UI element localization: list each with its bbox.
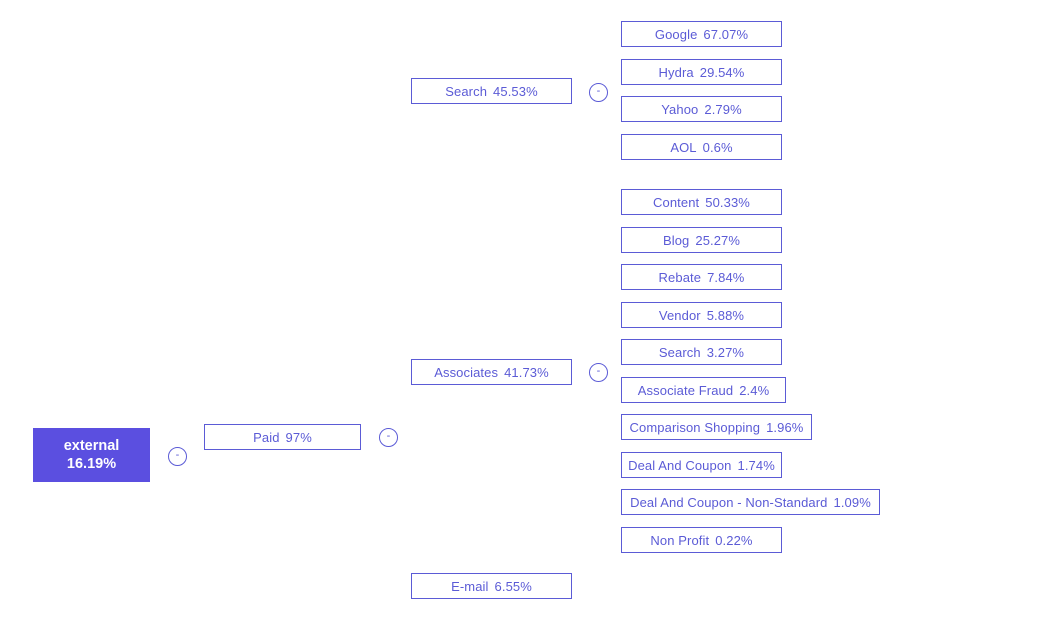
node-label: Deal And Coupon xyxy=(628,457,732,473)
associates-child-node-5[interactable] xyxy=(621,377,786,403)
collapse-icon: - xyxy=(386,430,391,442)
node-value: 6.55% xyxy=(494,578,532,594)
node-label: Google xyxy=(654,26,698,42)
associates-child-node-9[interactable] xyxy=(621,527,782,553)
level1-node-0-toggle[interactable] xyxy=(379,428,398,447)
node-value: 0.6% xyxy=(702,139,733,155)
node-value: 97% xyxy=(285,429,312,445)
level1-node-0[interactable] xyxy=(204,424,361,450)
node-label: Deal And Coupon - Non-Standard xyxy=(630,494,828,510)
associates-child-node-3[interactable] xyxy=(621,302,782,328)
search-child-node-1[interactable] xyxy=(621,59,782,85)
collapse-icon: - xyxy=(596,365,601,377)
search-child-node-3[interactable] xyxy=(621,134,782,160)
node-label: Paid xyxy=(253,429,280,445)
node-value: 1.74% xyxy=(737,457,775,473)
associates-child-node-0[interactable] xyxy=(621,189,782,215)
root-label: external xyxy=(63,437,120,454)
node-label: Rebate xyxy=(658,269,702,285)
associates-child-node-2[interactable] xyxy=(621,264,782,290)
associates-child-node-1[interactable] xyxy=(621,227,782,253)
level2-node-0-toggle[interactable] xyxy=(589,83,608,102)
node-label: Yahoo xyxy=(661,101,699,117)
node-value: 7.84% xyxy=(707,269,745,285)
node-label: Associate Fraud xyxy=(637,382,734,398)
node-label: Blog xyxy=(662,232,690,248)
node-label: Vendor xyxy=(658,307,701,323)
level1-node-1[interactable] xyxy=(411,573,572,599)
node-value: 2.4% xyxy=(739,382,770,398)
search-child-node-0[interactable] xyxy=(621,21,782,47)
associates-child-node-8[interactable] xyxy=(621,489,880,515)
node-label: Search xyxy=(658,344,701,360)
node-value: 41.73% xyxy=(504,364,549,380)
node-label: AOL xyxy=(670,139,697,155)
root-node[interactable] xyxy=(33,428,150,482)
node-label: Search xyxy=(445,83,488,99)
associates-child-node-7[interactable] xyxy=(621,452,782,478)
node-value: 0.22% xyxy=(715,532,753,548)
node-label: Comparison Shopping xyxy=(629,419,761,435)
node-value: 25.27% xyxy=(695,232,741,248)
node-label: Non Profit xyxy=(650,532,710,548)
root-value: 16.19% xyxy=(66,456,117,472)
level2-node-0[interactable] xyxy=(411,78,572,104)
associates-child-node-6[interactable] xyxy=(621,414,812,440)
level2-node-1[interactable] xyxy=(411,359,572,385)
node-label: E-mail xyxy=(451,578,489,594)
node-label: Associates xyxy=(434,364,499,380)
collapse-icon: - xyxy=(175,449,180,461)
node-value: 3.27% xyxy=(706,344,745,360)
node-label: Content xyxy=(653,194,700,210)
root-toggle[interactable] xyxy=(168,447,187,466)
associates-child-node-4[interactable] xyxy=(621,339,782,365)
collapse-icon: - xyxy=(596,85,601,97)
node-value: 1.96% xyxy=(766,419,804,435)
node-label: Hydra xyxy=(658,64,694,80)
node-value: 50.33% xyxy=(705,194,750,210)
node-value: 67.07% xyxy=(703,26,749,42)
node-value: 1.09% xyxy=(833,494,871,510)
node-value: 45.53% xyxy=(493,83,538,99)
node-value: 2.79% xyxy=(704,101,742,117)
search-child-node-2[interactable] xyxy=(621,96,782,122)
node-value: 5.88% xyxy=(706,307,745,323)
node-value: 29.54% xyxy=(699,64,745,80)
level2-node-1-toggle[interactable] xyxy=(589,363,608,382)
